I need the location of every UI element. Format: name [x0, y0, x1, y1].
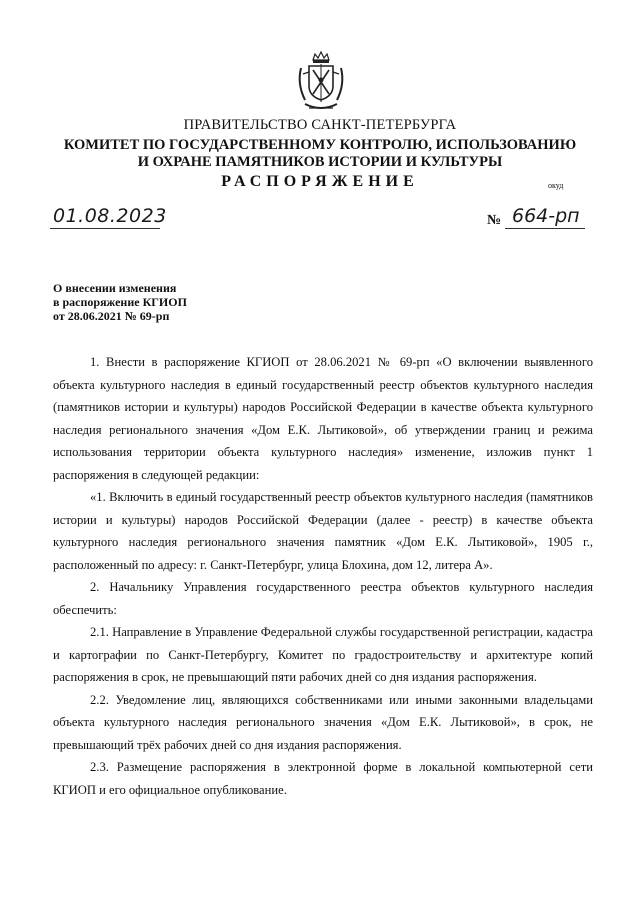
document-subject [53, 281, 187, 323]
government-title: ПРАВИТЕЛЬСТВО САНКТ-ПЕТЕРБУРГА [183, 117, 457, 133]
paragraph-2-2: 2.2. Уведомление лиц, являющихся собственниками или иными законными владельцами объекта культурного наследия регионального значения «Дом Е.К. Лытиковой», в срок, не превышающий трёх рабочих дней со дня издания распоряжения. [53, 692, 593, 752]
document-number: 664-рп [512, 205, 580, 227]
okud-label: окуд [548, 181, 564, 190]
number-sign: № [487, 213, 502, 228]
committee-title [40, 137, 600, 171]
paragraph-1: 1. Внести в распоряжение КГИОП от 28.06.2021 № 69-рп «О включении выявленного объекта культурного наследия в единый государственный реестр объектов культурного наследия (памятников истории и культуры) народов Российской Федерации в качестве объекта культурного наследия регионального значения «Дом Е.К. Лытиковой», об утверждении границ и режима использования территории объекта культурного наследия» изменение, изложив пункт 1 распоряжения в следующей редакции: [53, 355, 593, 482]
coat-of-arms-icon [295, 50, 347, 114]
paragraph-1-new-wording: «1. Включить в единый государственный реестр объектов культурного наследия (памятников истории и культуры) народов Российской Федерации (далее - реестр) в качестве объекта культурного наследия регионального значения памятник «Дом Е.К. Лытиковой», 1905 г., расположенный по адресу: г. Санкт-Петербург, улица Блохина, дом 12, литера А». [53, 490, 593, 572]
number-underline [505, 228, 585, 229]
paragraph-2-3: 2.3. Размещение распоряжения в электронной форме в локальной компьютерной сети КГИОП и его официальное опубликование. [53, 760, 593, 797]
document-type-title: РАСПОРЯЖЕНИЕ [221, 173, 419, 190]
subject-line2: в распоряжение КГИОП [53, 295, 187, 309]
committee-title-line1: КОМИТЕТ ПО ГОСУДАРСТВЕННОМУ КОНТРОЛЮ, ИСПОЛЬЗОВАНИЮ [63, 137, 577, 153]
document-body [53, 351, 593, 801]
subject-line1: О внесении изменения [53, 281, 177, 295]
document-date: 01.08.2023 [53, 205, 167, 227]
date-underline [50, 228, 160, 229]
committee-title-line2: И ОХРАНЕ ПАМЯТНИКОВ ИСТОРИИ И КУЛЬТУРЫ [137, 154, 503, 170]
paragraph-2: 2. Начальнику Управления государственного реестра объектов культурного наследия обеспечить: [53, 580, 593, 617]
subject-line3: от 28.06.2021 № 69-рп [53, 309, 170, 323]
paragraph-2-1: 2.1. Направление в Управление Федеральной службы государственной регистрации, кадастра и картографии по Санкт-Петербургу, Комитет по градостроительству и архитектуре копий распоряжения в срок, не превышающий пяти рабочих дней со дня издания распоряжения. [53, 625, 593, 684]
